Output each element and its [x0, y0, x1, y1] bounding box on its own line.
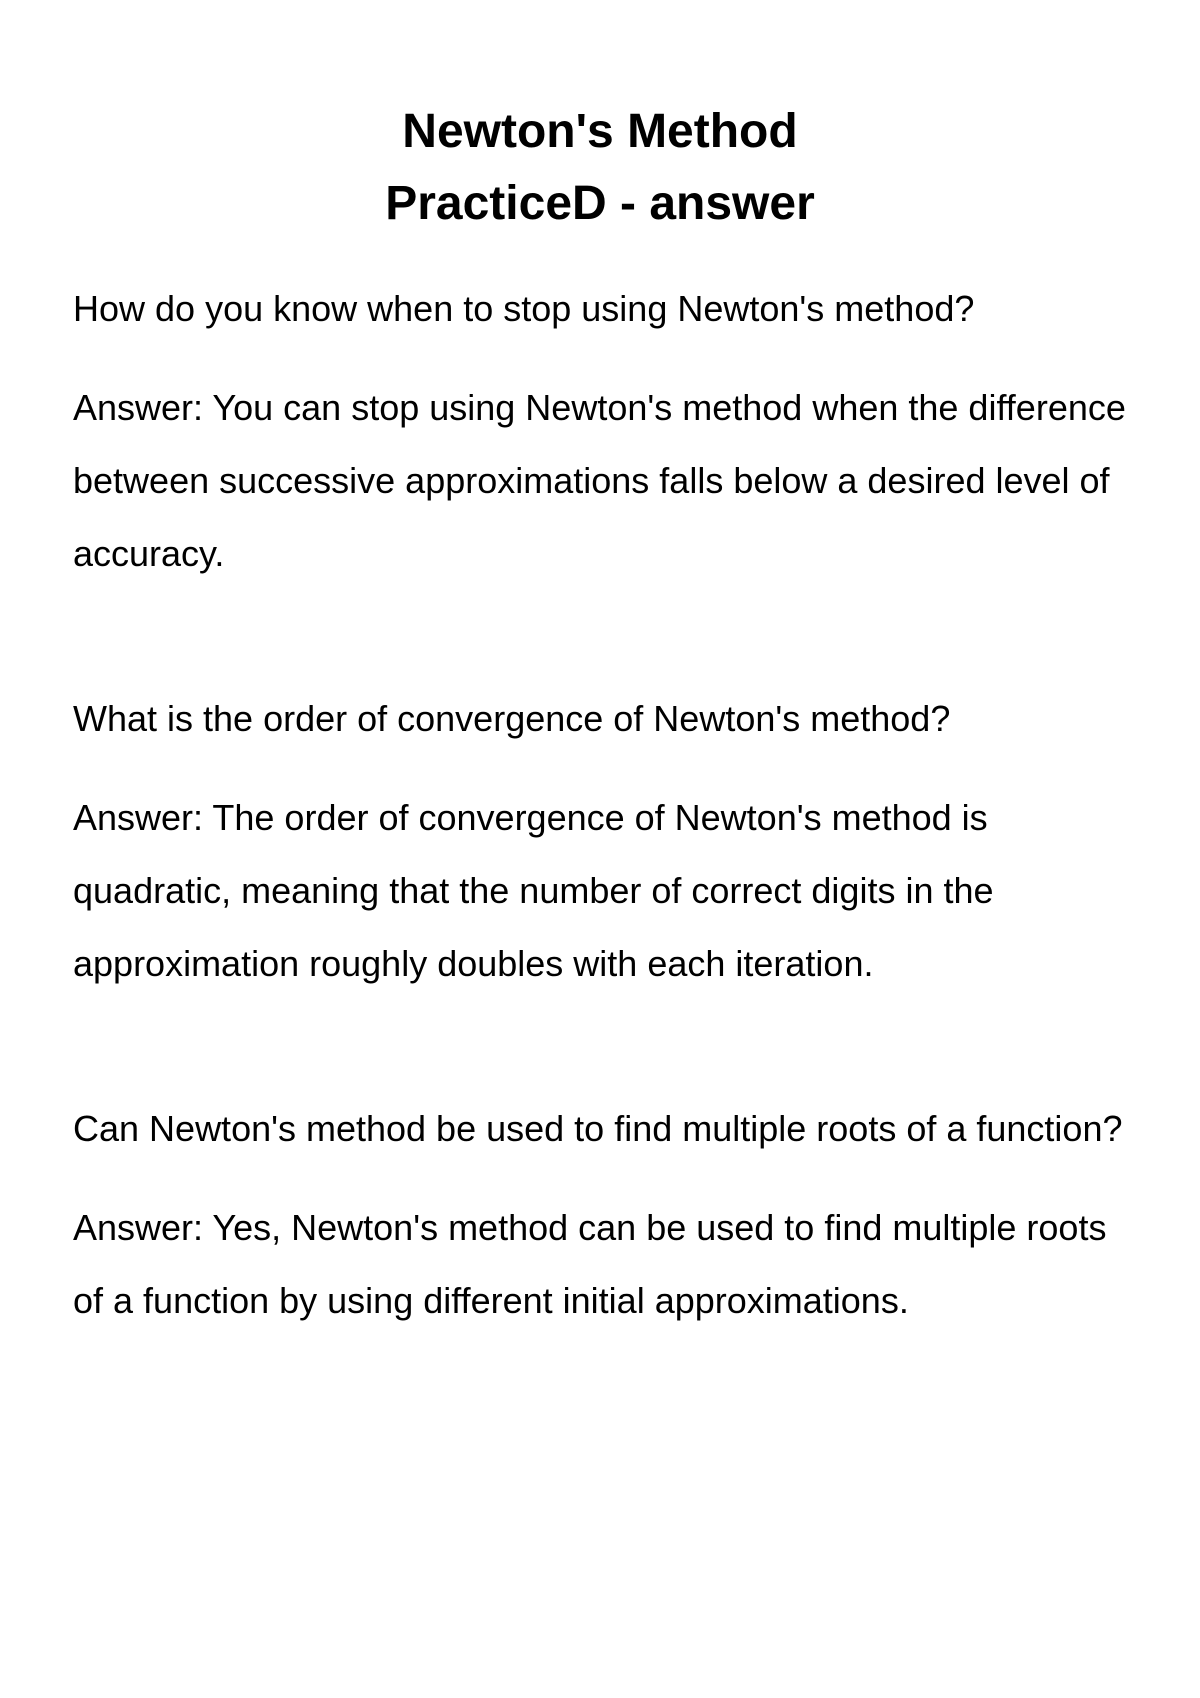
answer-text: Answer: Yes, Newton's method can be used to find multiple roots of a function by using different initial approximations.	[73, 1207, 1107, 1321]
answer-text: Answer: You can stop using Newton's method when the difference between successive approximations falls below a desired level of accuracy.	[73, 387, 1126, 574]
question-text: Can Newton's method be used to find multiple roots of a function?	[73, 1108, 1123, 1149]
question-text: How do you know when to stop using Newton's method?	[73, 288, 975, 329]
qa-item	[73, 682, 1133, 1000]
qa-item	[73, 1092, 1133, 1337]
answer-text: Answer: The order of convergence of Newton's method is quadratic, meaning that the number of correct digits in the approximation roughly doubles with each iteration.	[73, 797, 994, 984]
document-subtitle: PracticeD - answer	[385, 177, 815, 230]
document-title: Newton's Method	[402, 105, 798, 158]
qa-item	[73, 272, 1133, 590]
qa-list	[73, 272, 1133, 1337]
question-text: What is the order of convergence of Newton's method?	[73, 698, 951, 739]
title-block	[0, 96, 1200, 240]
